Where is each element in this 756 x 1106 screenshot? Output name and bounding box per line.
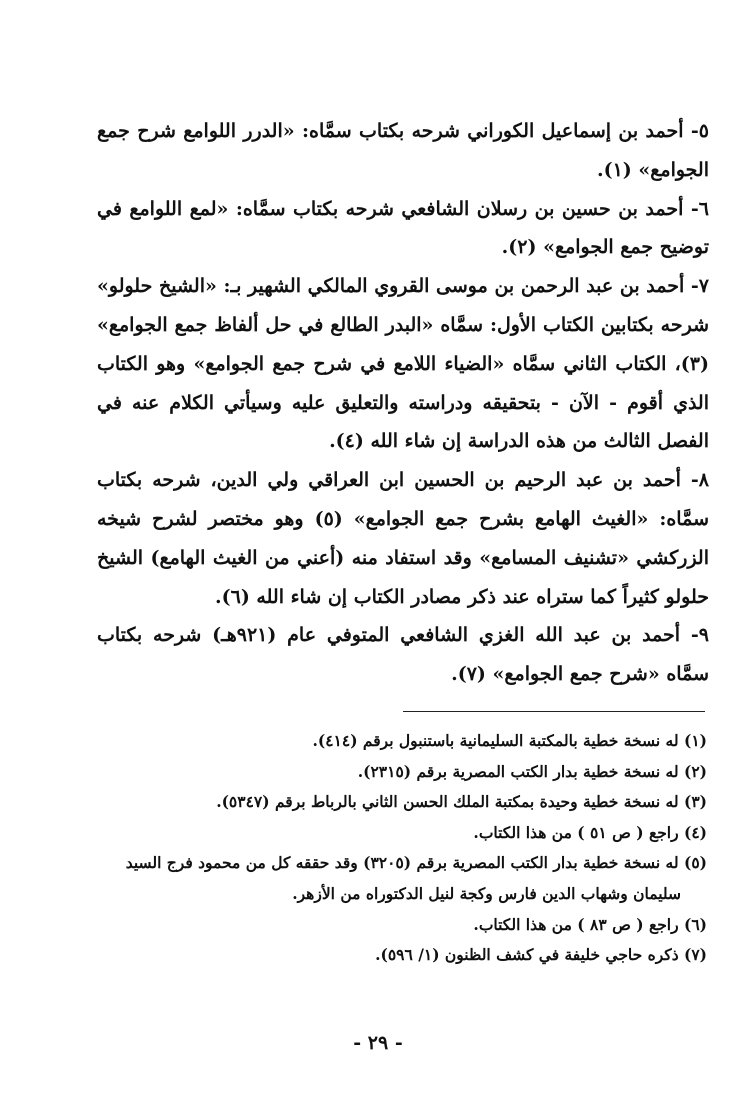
- footnote-separator: [403, 711, 705, 712]
- main-text: [97, 112, 709, 694]
- paragraph-commentary-5: ٥- أحمد بن إسماعيل الكوراني شرحه بكتاب سمَّاه: «الدرر اللوامع شرح جمع الجوامع» (١).: [97, 120, 709, 181]
- footnote-3: (٣) له نسخة خطية وحيدة بمكتبة الملك الحسن الثاني بالرباط برقم (٥٣٤٧).: [216, 792, 707, 812]
- paragraph-commentary-8: ٨- أحمد بن عبد الرحيم بن الحسين ابن العراقي ولي الدين، شرحه بكتاب سمَّاه: «الغيث الهامع بشرح جمع الجوامع» (٥) وهو مختصر لشرح شيخه الزركشي «تشنيف المسامع» وقد استفاد منه (أعني من الغيث الهامع) الشيخ حلولو كثيراً كما ستراه عند ذكر مصادر الكتاب إن شاء الله (٦).: [97, 469, 709, 608]
- footnote-2: (٢) له نسخة خطية بدار الكتب المصرية برقم (٢٣١٥).: [357, 761, 707, 781]
- page-number: - ٢٩ -: [353, 1032, 403, 1054]
- footnote-6: (٦) راجع ( ص ٨٣ ) من هذا الكتاب.: [473, 914, 707, 934]
- footnote-1: (١) له نسخة خطية بالمكتبة السليمانية باستنبول برقم (٤١٤).: [312, 731, 707, 750]
- paragraph-commentary-7: ٧- أحمد بن عبد الرحمن بن موسى القروي المالكي الشهير بـ: «الشيخ حلولو» شرحه بكتابين الكتاب الأول: سمَّاه «البدر الطالع في حل ألفاظ جمع الجوامع» (٣)، الكتاب الثاني سمَّاه «الضياء اللامع في شرح جمع الجوامع» وهو الكتاب الذي أقوم - الآن - بتحقيقه ودراسته والتعليق عليه وسيأتي الكلام عنه في الفصل الثالث من هذه الدراسة إن شاء الله (٤).: [97, 275, 709, 453]
- footnote-5: (٥) له نسخة خطية بدار الكتب المصرية برقم (٣٢٠٥) وقد حققه كل من محمود فرج السيد: [125, 853, 707, 873]
- footnote-4: (٤) راجع ( ص ٥١ ) من هذا الكتاب.: [473, 822, 707, 842]
- paragraph-commentary-9: ٩- أحمد بن عبد الله الغزي الشافعي المتوفي عام (٩٢١هـ) شرحه بكتاب سمَّاه «شرح جمع الجوامع» (٧).: [97, 624, 709, 686]
- paragraph-commentary-6: ٦- أحمد بن حسين بن رسلان الشافعي شرحه بكتاب سمَّاه: «لمع اللوامع في توضيح جمع الجوامع» (٢).: [97, 197, 709, 259]
- footnotes: [92, 726, 707, 971]
- footnote-7: (٧) ذكره حاجي خليفة في كشف الظنون (١/ ٥٩٦).: [375, 945, 707, 965]
- footnote-5-continuation: سليمان وشهاب الدين فارس وكجة لنيل الدكتوراه من الأزهر.: [292, 883, 681, 903]
